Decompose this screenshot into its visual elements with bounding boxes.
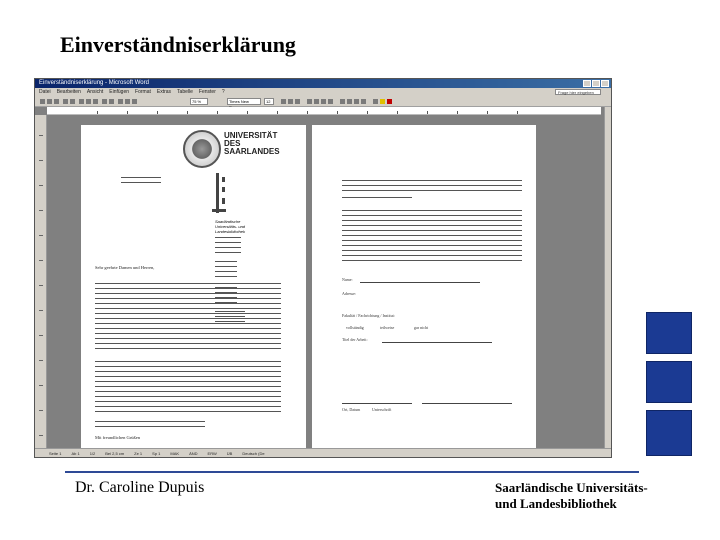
bold-icon[interactable] — [281, 99, 286, 104]
slide-title: Einverständniserklärung — [60, 32, 296, 57]
declaration-intro — [342, 180, 522, 192]
menu-tabelle[interactable]: Tabelle — [177, 89, 193, 95]
url-line — [342, 197, 412, 201]
status-track-changes[interactable]: ÄND — [189, 451, 198, 456]
redo-icon[interactable] — [109, 99, 114, 104]
border-icon[interactable] — [373, 99, 378, 104]
numbering-icon[interactable] — [340, 99, 345, 104]
university-seal-logo — [183, 130, 221, 168]
footer-divider — [65, 471, 639, 473]
align-right-icon[interactable] — [321, 99, 326, 104]
maximize-icon[interactable] — [592, 80, 600, 87]
underline-icon[interactable] — [295, 99, 300, 104]
drawing-icon[interactable] — [132, 99, 137, 104]
italic-icon[interactable] — [288, 99, 293, 104]
sulb-bar-logo — [212, 173, 230, 213]
salutation: Sehr geehrte Damen und Herren, — [95, 265, 155, 270]
body-paragraph-3 — [95, 421, 205, 431]
close-icon[interactable] — [601, 80, 609, 87]
body-paragraph-1 — [95, 283, 281, 353]
library-name: Saarländische Universitäts- und Landesbibliothek — [495, 480, 648, 511]
table-icon[interactable] — [118, 99, 123, 104]
horizontal-ruler[interactable] — [47, 107, 601, 115]
decorative-blue-box-3 — [646, 410, 692, 456]
field-address-label: Adresse: — [342, 291, 356, 296]
option-partial: teilweise — [380, 325, 395, 330]
paste-icon[interactable] — [93, 99, 98, 104]
option-full: vollständig — [346, 325, 364, 330]
menu-ansicht[interactable]: Ansicht — [86, 89, 104, 95]
sender-line — [121, 177, 161, 187]
menu-einfuegen[interactable]: Einfügen — [109, 89, 130, 95]
undo-icon[interactable] — [102, 99, 107, 104]
signature-label: Unterschrift — [372, 407, 392, 412]
columns-icon[interactable] — [125, 99, 130, 104]
declaration-body — [342, 210, 522, 262]
open-icon[interactable] — [47, 99, 52, 104]
word-window-screenshot — [34, 78, 612, 458]
status-column: Sp 1 — [152, 451, 161, 456]
font-size-select[interactable]: 12 — [264, 98, 274, 105]
save-icon[interactable] — [54, 99, 59, 104]
signature-line-right — [422, 403, 512, 404]
outdent-icon[interactable] — [354, 99, 359, 104]
status-line: Ze 1 — [134, 451, 143, 456]
body-paragraph-2 — [95, 361, 281, 413]
decorative-blue-box-1 — [646, 312, 692, 354]
minimize-icon[interactable] — [583, 80, 591, 87]
copy-icon[interactable] — [86, 99, 91, 104]
menu-extras[interactable]: Extras — [156, 89, 172, 95]
word-window-title: Einverständniserklärung - Microsoft Word — [39, 80, 149, 86]
university-logo-text: UNIVERSITÄT DES SAARLANDES — [224, 131, 280, 156]
status-page-count: 1/2 — [89, 451, 96, 456]
sidebar-address-block — [215, 261, 237, 281]
status-page: Seite 1 — [49, 451, 62, 456]
highlight-icon[interactable] — [380, 99, 385, 104]
status-extend[interactable]: ERW — [207, 451, 217, 456]
zoom-select[interactable]: 75 % — [190, 98, 208, 105]
word-menubar — [35, 88, 611, 96]
status-overtype[interactable]: ÜB — [226, 451, 233, 456]
menu-fenster[interactable]: Fenster — [198, 89, 216, 95]
field-title-label: Titel der Arbeit: — [342, 337, 368, 342]
menu-bearbeiten[interactable]: Bearbeiten — [56, 89, 81, 95]
menu-format[interactable]: Format — [135, 89, 151, 95]
vertical-ruler[interactable] — [35, 115, 47, 450]
menu-help[interactable]: ? — [221, 89, 225, 95]
align-center-icon[interactable] — [314, 99, 319, 104]
field-name-label: Name: — [342, 277, 353, 282]
institution-name: Saarländische Universitäts- und Landesbibliothek — [215, 219, 246, 234]
window-controls — [583, 80, 609, 87]
print-icon[interactable] — [63, 99, 68, 104]
cut-icon[interactable] — [79, 99, 84, 104]
justify-icon[interactable] — [328, 99, 333, 104]
word-statusbar — [35, 448, 611, 457]
indent-icon[interactable] — [361, 99, 366, 104]
word-toolbar — [35, 96, 611, 107]
status-macro[interactable]: MAK — [170, 451, 180, 456]
word-titlebar — [35, 79, 611, 88]
font-color-icon[interactable] — [387, 99, 392, 104]
preview-icon[interactable] — [70, 99, 75, 104]
document-page-2[interactable] — [312, 125, 536, 450]
sidebar-contact-block — [215, 237, 241, 255]
author-name: Dr. Caroline Dupuis — [75, 479, 205, 496]
closing: Mit freundlichen Grüßen — [95, 435, 140, 440]
field-name-line — [360, 282, 480, 283]
signature-line-left — [342, 403, 412, 404]
menu-datei[interactable]: Datei — [39, 89, 51, 95]
align-left-icon[interactable] — [307, 99, 312, 104]
bullets-icon[interactable] — [347, 99, 352, 104]
document-page-1[interactable] — [81, 125, 306, 450]
field-title-line — [382, 342, 492, 343]
vertical-scrollbar[interactable] — [604, 107, 611, 450]
status-position: Bei 2,5 cm — [105, 451, 125, 456]
new-document-icon[interactable] — [40, 99, 45, 104]
help-search-input[interactable]: Frage hier eingeben — [555, 89, 601, 95]
status-section: Ab 1 — [71, 451, 80, 456]
option-none: gar nicht — [414, 325, 429, 330]
decorative-blue-box-2 — [646, 361, 692, 403]
status-language: Deutsch (De — [242, 451, 265, 456]
field-faculty-label: Fakultät / Fachrichtung / Institut: — [342, 313, 395, 318]
font-select[interactable]: Times New — [227, 98, 261, 105]
date-label: Ort, Datum — [342, 407, 361, 412]
